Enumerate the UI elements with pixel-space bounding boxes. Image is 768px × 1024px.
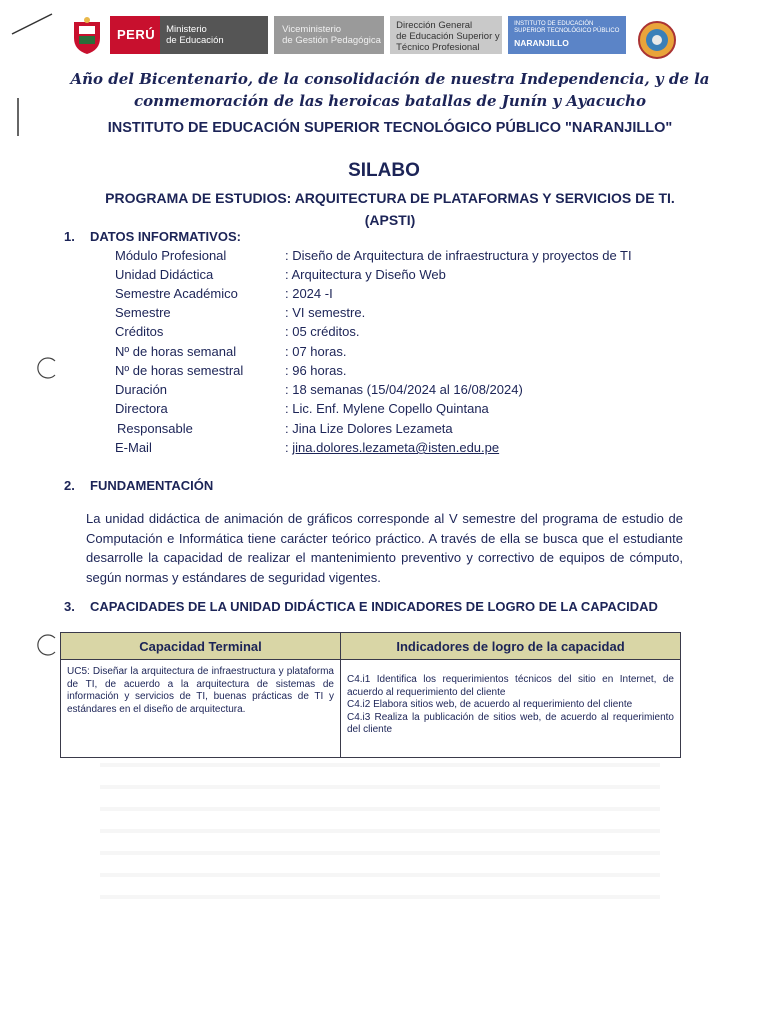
institute-logo-icon: [637, 20, 677, 60]
punch-hole-top: [30, 355, 60, 381]
info-row-modulo: [115, 248, 715, 267]
info-label: Unidad Didáctica: [115, 267, 214, 282]
peru-label: PERÚ: [110, 16, 160, 54]
info-row-semestre-academico: [115, 286, 715, 305]
section-fundamentacion: [64, 478, 213, 493]
header-capacidad-terminal: Capacidad Terminal: [61, 633, 341, 660]
direction-line-2: de Educación Superior y: [396, 31, 500, 42]
info-label: Créditos: [115, 324, 164, 339]
viceministry-label: [274, 16, 384, 54]
info-row-unidad: [115, 267, 715, 286]
indicator-item: C4.i3 Realiza la publicación de sitios web, de acuerdo al requerimiento del cliente: [347, 711, 674, 735]
section-datos-informativos: [64, 229, 241, 244]
info-value: : 18 semanas (15/04/2024 al 16/08/2024): [285, 382, 523, 397]
capacities-table: [60, 632, 681, 758]
ministry-line-2: de Educación: [166, 35, 224, 46]
institute-title: INSTITUTO DE EDUCACIÓN SUPERIOR TECNOLÓGICO PÚBLICO "NARANJILLO": [107, 120, 673, 136]
direction-label: [390, 16, 502, 54]
info-label: Módulo Profesional: [115, 248, 227, 263]
program-title-line-1: PROGRAMA DE ESTUDIOS: ARQUITECTURA DE PLATAFORMAS Y SERVICIOS DE TI.: [105, 190, 675, 206]
info-label: E-Mail: [115, 440, 152, 455]
ministry-label: [160, 16, 268, 54]
section-heading: CAPACIDADES DE LA UNIDAD DIDÁCTICA E INDICADORES DE LOGRO DE LA CAPACIDAD: [90, 599, 658, 614]
peru-ministry-badge: [110, 16, 268, 54]
direction-line-1: Dirección General: [396, 20, 473, 31]
fundamentacion-paragraph: La unidad didáctica de animación de gráficos corresponde al V semestre del programa de estudio de Computación e Informática tiene carácter teórico práctico. A través de ella se busca que el estudiante desarrolle la capacidad de realizar el mantenimiento preventivo y correctivo de equipos de cómputo, según normas y estándares de seguridad vigentes.: [86, 511, 683, 585]
peru-coat-of-arms-icon: [70, 16, 104, 56]
section-heading: DATOS INFORMATIVOS:: [90, 229, 241, 244]
punch-hole-bottom: [30, 632, 60, 658]
info-value: : 96 horas.: [285, 363, 347, 378]
info-row-creditos: [115, 324, 715, 343]
pen-vertical-mark: [12, 96, 24, 140]
document-title: SILABO: [348, 160, 420, 181]
program-title: [60, 187, 720, 231]
table-header-row: [61, 633, 681, 660]
section-number: 2.: [64, 478, 75, 493]
info-label: Semestre: [115, 305, 171, 320]
header-indicadores: Indicadores de logro de la capacidad: [341, 633, 681, 660]
year-motto-line-2: conmemoración de las heroicas batallas de Junín y Ayacucho: [134, 92, 646, 110]
section-number: 3.: [64, 599, 75, 614]
info-value: : Arquitectura y Diseño Web: [285, 267, 446, 282]
info-row-email: [115, 440, 715, 459]
indicator-item: C4.i1 Identifica los requerimientos técnicos del sitio en Internet, de acuerdo al requerimiento del cliente: [347, 674, 674, 698]
info-label: Duración: [115, 382, 168, 397]
info-value: : Diseño de Arquitectura de infraestructura y proyectos de TI: [285, 248, 632, 263]
info-value: : Lic. Enf. Mylene Copello Quintana: [285, 401, 489, 416]
info-label: Directora: [115, 401, 168, 416]
ministry-line-1: Ministerio: [166, 24, 207, 35]
email-link[interactable]: jina.dolores.lezameta@isten.edu.pe: [292, 440, 500, 455]
section-number: 1.: [64, 229, 75, 244]
pen-stroke-mark: [8, 8, 56, 38]
year-motto: [60, 68, 720, 112]
info-row-directora: [115, 401, 715, 420]
info-value: : 05 créditos.: [285, 324, 360, 339]
institute-small-line-2: SUPERIOR TECNOLÓGICO PÚBLICO: [514, 28, 620, 34]
section-heading: FUNDAMENTACIÓN: [90, 478, 214, 493]
table-row: [61, 660, 681, 758]
email-prefix: :: [285, 440, 293, 455]
indicators-cell: [341, 660, 681, 758]
info-value: : 2024 -I: [285, 286, 333, 301]
section-capacidades: [64, 599, 658, 614]
info-label: Nº de horas semestral: [115, 363, 244, 378]
info-label: Responsable: [117, 421, 193, 436]
institute-small-line-1: INSTITUTO DE EDUCACIÓN: [514, 21, 594, 27]
info-value: : VI semestre.: [285, 305, 366, 320]
indicator-item: C4.i2 Elabora sitios web, de acuerdo al requerimiento del cliente: [347, 699, 633, 710]
program-title-line-2: (APSTI): [364, 212, 416, 228]
info-value: [285, 440, 499, 455]
info-row-duracion: [115, 382, 715, 401]
info-row-horas-semanal: [115, 344, 715, 363]
direction-line-3: Técnico Profesional: [396, 42, 480, 53]
bleed-through-texture: [100, 745, 660, 905]
viceministry-line-2: de Gestión Pedagógica: [282, 35, 381, 46]
institute-badge-name: NARANJILLO: [514, 38, 569, 48]
terminal-capacity-cell: UC5: Diseñar la arquitectura de infraestructura y plataforma de TI, de acuerdo a la arquitectura de sistemas de información y servicios de TI, buenas prácticas de TI y estándares en el diseño de arquitectura.: [61, 660, 341, 758]
info-row-responsable: [115, 421, 715, 440]
government-header: [70, 14, 630, 58]
info-row-semestre: [115, 305, 715, 324]
year-motto-line-1: Año del Bicentenario, de la consolidación de nuestra Independencia, y de la: [70, 70, 710, 88]
viceministry-line-1: Viceministerio: [282, 24, 342, 35]
info-value: : 07 horas.: [285, 344, 347, 359]
info-label: Semestre Académico: [115, 286, 238, 301]
institute-badge: [508, 16, 626, 54]
info-value: : Jina Lize Dolores Lezameta: [285, 421, 453, 436]
info-label: Nº de horas semanal: [115, 344, 237, 359]
info-row-horas-semestral: [115, 363, 715, 382]
